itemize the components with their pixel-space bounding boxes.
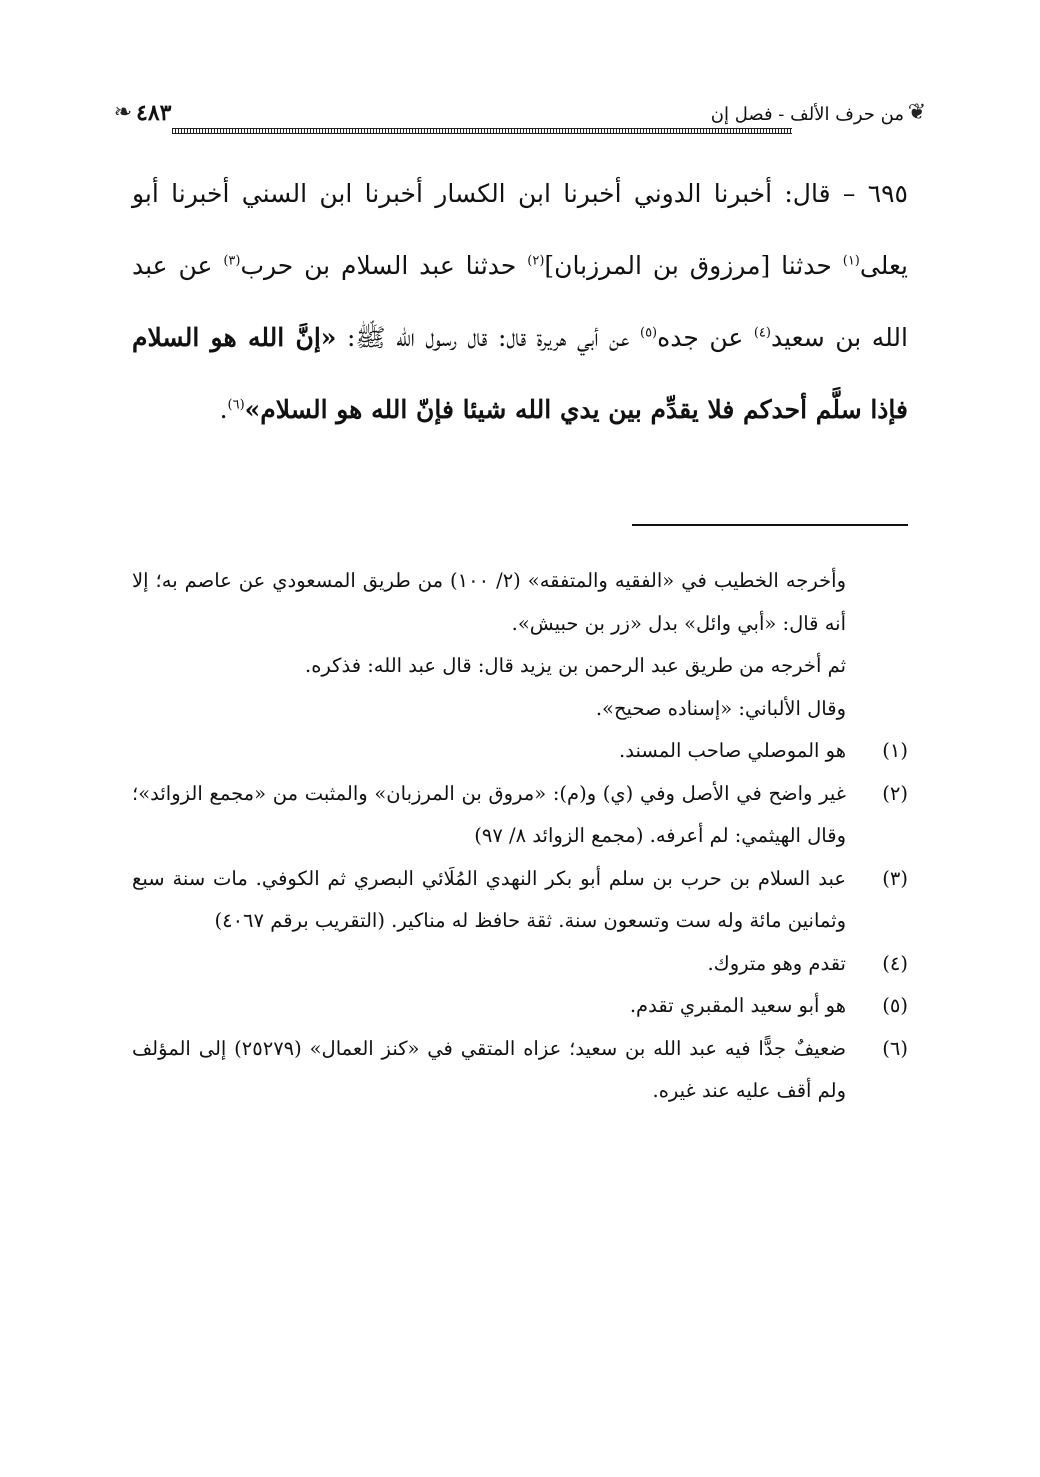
footnote-separator: [632, 524, 908, 526]
header-rule: [172, 128, 792, 134]
ornament-left-icon: ❧: [113, 100, 133, 125]
footnote-number: (٢): [882, 781, 908, 805]
footnote-ref-4: (٤): [753, 325, 771, 341]
footnote-text: غير واضح في الأصل وفي (ي) و(م): «مروق بن المرزبان» والمثبت من «مجمع الزوائد»؛ وقال الهيثمي: لم أعرفه. (مجمع الزوائد ٨/ ٩٧): [132, 781, 846, 847]
footnote-6: [132, 1028, 908, 1113]
footnote-3: [132, 858, 908, 943]
footnote-number: (٦): [882, 1036, 908, 1060]
main-text: [132, 158, 908, 446]
isnad-text: عن جده: [657, 323, 754, 352]
footnote-text: تقدم وهو متروك.: [707, 951, 846, 975]
isnad-text: حدثنا [مرزوق بن المرزبان]: [544, 251, 843, 280]
footnote-ref-6: (٦): [227, 397, 245, 413]
footnote-text: هو الموصلي صاحب المسند.: [619, 739, 846, 762]
footnote-ref-2: (٢): [527, 253, 545, 269]
footnote-text: هو أبو سعيد المقبري تقدم.: [629, 994, 846, 1017]
running-header: [113, 96, 927, 140]
footnote-continuation: وأخرجه الخطيب في «الفقيه والمتفقه» (٢/ ١٠٠) من طريق المسعودي عن عاصم به؛ إلا أنه قال: «أبي وائل» بدل «زر بن حبيش».: [132, 569, 846, 635]
hadith-number: ٦٩٥: [867, 179, 908, 208]
hadith-matn: «إنَّ الله هو السلام فإذا سلَّم أحدكم فلا يقدِّم بين يدي الله شيئا فإنّ الله هو السلام»: [132, 323, 908, 424]
footnotes: [132, 560, 908, 1113]
footnote-text: عبد السلام بن حرب بن سلم أبو بكر النهدي المُلَائي البصري ثم الكوفي. مات سنة سبع وثمانين مائة وله ست وتسعون سنة. ثقة حافظ له مناكير. (التقريب برقم ٤٠٦٧): [132, 866, 846, 932]
footnote-number: (١): [882, 739, 908, 762]
footnote-ref-3: (٣): [223, 253, 241, 269]
footnote-ref-5: (٥): [639, 325, 658, 341]
hadith-paragraph: [132, 158, 908, 446]
footnote-5: [132, 985, 908, 1028]
end-punct: .: [219, 395, 228, 424]
footnote-ref-1: (١): [842, 253, 860, 269]
isnad-text: عن عبد الله بن سعيد: [132, 251, 908, 352]
isnad-text: عن أبي هريرة قال: قال رسول الله ﷺ:: [336, 323, 640, 352]
footnote-1: [132, 730, 908, 773]
footnote-4: [132, 943, 908, 986]
isnad-text: – قال: أخبرنا الدوني أخبرنا ابن الكسار أخبرنا ابن السني أخبرنا أبو يعلى: [132, 179, 909, 280]
footnote-continuation: ثم أخرجه من طريق عبد الرحمن بن يزيد قال: قال عبد الله: فذكره.: [305, 654, 846, 677]
footnote-number: (٣): [882, 866, 908, 890]
page-number: ٤٨٣: [136, 100, 172, 126]
footnote-number: (٥): [882, 994, 908, 1017]
isnad-text: حدثنا عبد السلام بن حرب: [240, 251, 528, 280]
ornament-right-icon: ❦: [907, 100, 927, 125]
footnote-2: [132, 773, 908, 858]
footnote-number: (٤): [882, 951, 908, 975]
footnote-text: ضعيفٌ جدًّا فيه عبد الله بن سعيد؛ عزاه المتقي في «كنز العمال» (٢٥٢٧٩) إلى المؤلف ولم أقف عليه عند غيره.: [132, 1036, 846, 1102]
running-title: من حرف الألف - فصل إن: [710, 104, 904, 125]
footnote-continuation: وقال الألباني: «إسناده صحيح».: [595, 696, 846, 720]
